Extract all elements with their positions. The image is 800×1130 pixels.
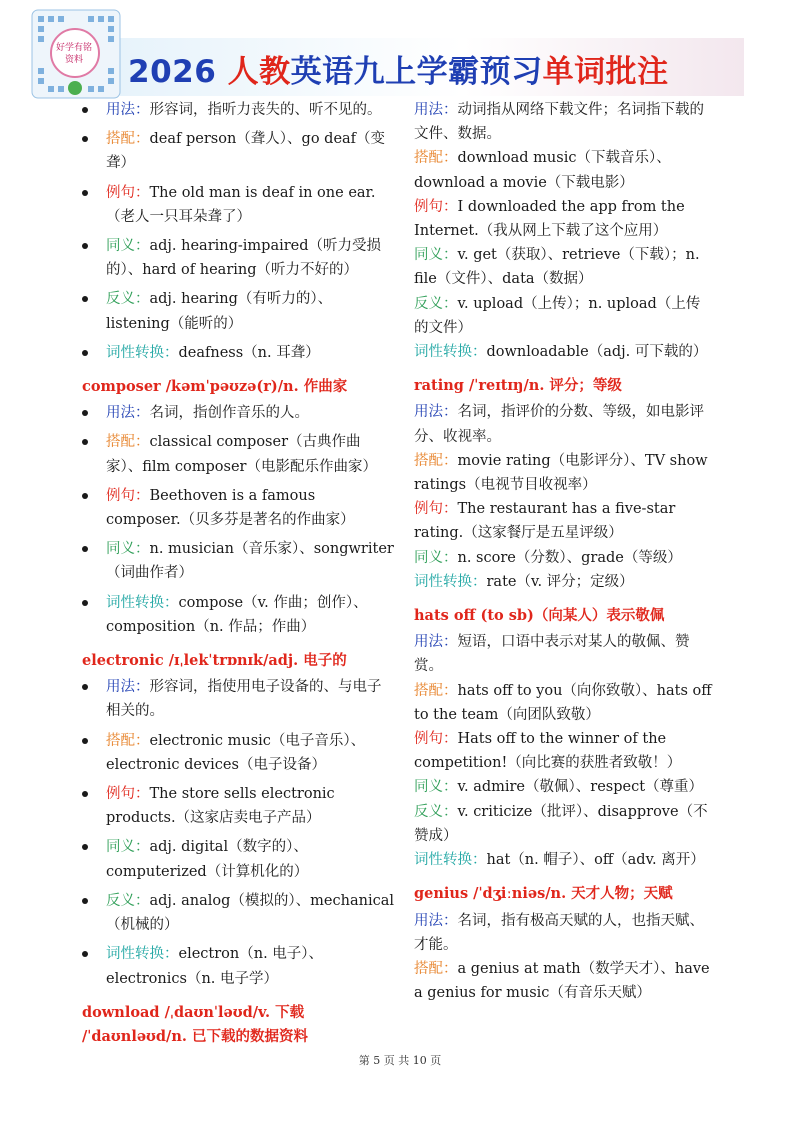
usage-line: 用法：短语，口语中表示对某人的敬佩、赞赏。	[414, 634, 690, 675]
collocation-line: 搭配：a genius at math（数学天才）、have a genius for music（有音乐天赋）	[414, 960, 710, 1002]
entry-deaf	[82, 98, 394, 365]
list-item: 用法：形容词，指听力丧失的、听不见的。	[82, 98, 394, 122]
bullet-icon	[82, 439, 88, 445]
bullet-icon	[82, 951, 88, 957]
usage-line: 用法：名词，指有极高天赋的人，也指天赋、才能。	[414, 912, 704, 953]
example-line: 例句：Hats off to the winner of the competition!（向比赛的获胜者致敬！）	[414, 731, 682, 772]
headword-genius: genius /ˈdʒiːniəs/n. 天才人物；天赋	[414, 885, 673, 903]
entry-rating	[414, 400, 714, 594]
list-item: 词性转换：deafness（n. 耳聋）	[82, 341, 394, 365]
list-item: 搭配：deaf person（聋人）、go deaf（变聋）	[82, 127, 394, 175]
antonym-line: 反义：v. upload（上传）；n. upload（上传的文件）	[414, 295, 701, 336]
list-item: 例句：Beethoven is a famous composer.（贝多芬是著名的作曲家）	[82, 484, 394, 532]
derivation-line: 词性转换：hat（n. 帽子）、off（adv. 离开）	[414, 852, 705, 869]
bullet-icon	[82, 546, 88, 552]
logo-label: 好学有铭 资料	[55, 43, 92, 65]
headword-electronic: electronic /ɪˌlekˈtrɒnɪk/adj. 电子的	[82, 652, 347, 670]
right-column	[414, 98, 714, 1005]
usage-line: 用法：动词指从网络下载文件；名词指下载的文件、数据。	[414, 102, 704, 143]
page-header	[0, 0, 800, 110]
list-item: 同义：adj. hearing-impaired（听力受损的）、hard of hearing（听力不好的）	[82, 234, 394, 282]
bullet-icon	[82, 243, 88, 249]
collocation-line: 搭配：movie rating（电影评分）、TV show ratings（电视节目收视率）	[414, 452, 708, 494]
entry-electronic	[82, 675, 394, 990]
list-item: 例句：The store sells electronic products.（这家店卖电子产品）	[82, 782, 394, 830]
list-item: 例句：The old man is deaf in one ear.（老人一只耳朵聋了）	[82, 181, 394, 229]
usage-line: 用法：名词，指评价的分数、等级，如电影评分、收视率。	[414, 404, 704, 445]
bullet-icon	[82, 600, 88, 606]
bullet-icon	[82, 791, 88, 797]
list-item: 搭配：electronic music（电子音乐）、electronic devices（电子设备）	[82, 729, 394, 777]
headword-download-verb: download /ˌdaʊnˈləʊd/v. 下载	[82, 1003, 305, 1021]
headword-download-noun: /ˈdaʊnləʊd/n. 已下载的数据资料	[82, 1027, 308, 1045]
example-line: 例句：I downloaded the app from the Internet.（我从网上下载了这个应用）	[414, 198, 685, 240]
headword-composer: composer /kəmˈpəʊzə(r)/n. 作曲家	[82, 378, 348, 396]
headword-rating: rating /ˈreɪtɪŋ/n. 评分；等级	[414, 377, 622, 395]
derivation-line: 词性转换：downloadable（adj. 可下载的）	[414, 344, 708, 361]
list-item: 搭配：classical composer（古典作曲家）、film composer（电影配乐作曲家）	[82, 430, 394, 478]
bullet-icon	[82, 898, 88, 904]
list-item: 词性转换：compose（v. 作曲；创作）、composition（n. 作品；作曲）	[82, 591, 394, 639]
list-item: 词性转换：electron（n. 电子）、electronics（n. 电子学）	[82, 942, 394, 990]
list-item: 反义：adj. analog（模拟的）、mechanical（机械的）	[82, 889, 394, 937]
derivation-line: 词性转换：rate（v. 评分；定级）	[414, 573, 634, 590]
entry-download	[414, 98, 714, 364]
list-item: 用法：名词，指创作音乐的人。	[82, 401, 394, 425]
bullet-icon	[82, 136, 88, 142]
collocation-line: 搭配：download music（下载音乐）、download a movie（下载电影）	[414, 150, 671, 191]
left-column	[82, 98, 394, 1051]
bullet-icon	[82, 738, 88, 744]
bullet-icon	[82, 844, 88, 850]
bullet-icon	[82, 350, 88, 356]
synonym-line: 同义：n. score（分数）、grade（等级）	[414, 549, 682, 566]
example-line: 例句：The restaurant has a five-star rating.（这家餐厅是五星评级）	[414, 501, 676, 542]
bullet-icon	[82, 684, 88, 690]
bullet-icon	[82, 107, 88, 113]
list-item: 同义：adj. digital（数字的）、computerized（计算机化的）	[82, 835, 394, 883]
page-number: 第 5 页 共 10 页	[358, 1054, 442, 1067]
list-item: 用法：形容词，指使用电子设备的、与电子相关的。	[82, 675, 394, 723]
entry-genius	[414, 909, 714, 1006]
headword-download	[82, 1001, 394, 1049]
bullet-icon	[82, 410, 88, 416]
collocation-line: 搭配：hats off to you（向你致敬）、hats off to the team（向团队致敬）	[414, 682, 712, 723]
entry-composer	[82, 401, 394, 639]
bullet-icon	[82, 190, 88, 196]
list-item: 反义：adj. hearing（有听力的）、listening（能听的）	[82, 287, 394, 335]
bullet-icon	[82, 296, 88, 302]
antonym-line: 反义：v. criticize（批评）、disapprove（不赞成）	[414, 803, 708, 844]
page-title: 2026 人教英语九上学霸预习单词批注	[128, 54, 669, 90]
synonym-line: 同义：v. get（获取）、retrieve（下载）；n. file（文件）、data（数据）	[414, 247, 700, 288]
entry-hats-off	[414, 630, 714, 872]
headword-hats-off: hats off (to sb)（向某人）表示敬佩	[414, 607, 665, 625]
list-item: 同义：n. musician（音乐家）、songwriter（词曲作者）	[82, 537, 394, 585]
synonym-line: 同义：v. admire（敬佩）、respect（尊重）	[414, 779, 704, 796]
bullet-icon	[82, 493, 88, 499]
